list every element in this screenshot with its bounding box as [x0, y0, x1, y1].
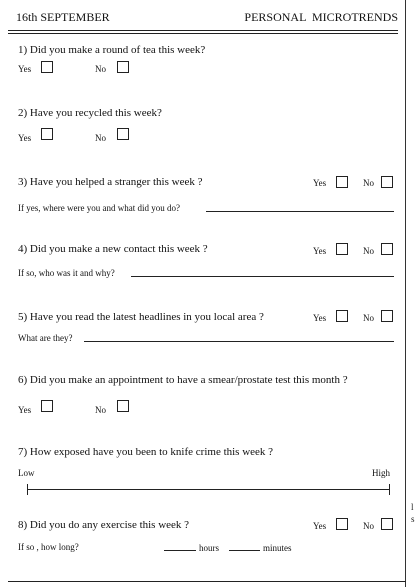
footer-rule: [8, 581, 406, 582]
q5-yes-checkbox[interactable]: [336, 310, 348, 322]
question-7: 7) How exposed have you been to knife crime this week ?: [18, 446, 274, 458]
minutes-label: minutes: [263, 543, 292, 553]
header-rule-1: [8, 30, 398, 31]
q2-no-label: No: [95, 133, 106, 143]
question-2: 2) Have you recycled this week?: [18, 107, 162, 119]
scale-low-label: Low: [18, 468, 35, 478]
header-rule-2: [8, 33, 398, 34]
q8-no-label: No: [363, 521, 374, 531]
question-6: 6) Did you make an appointment to have a smear/prostate test this month ?: [18, 374, 348, 386]
q5-no-checkbox[interactable]: [381, 310, 393, 322]
question-5: 5) Have you read the latest headlines in you local area ?: [18, 311, 264, 323]
q6-no-label: No: [95, 405, 106, 415]
q1-yes-label: Yes: [18, 64, 32, 74]
hours-label: hours: [199, 543, 219, 553]
q1-yes-checkbox[interactable]: [41, 61, 53, 73]
q8-yes-checkbox[interactable]: [336, 518, 348, 530]
q3-answer-line[interactable]: [206, 211, 394, 212]
q3-no-label: No: [363, 178, 374, 188]
exposure-scale-line[interactable]: [27, 489, 390, 490]
q4-answer-line[interactable]: [131, 276, 394, 277]
scale-high-tick: [389, 484, 390, 495]
q8-yes-label: Yes: [313, 521, 327, 531]
q5-follow-up-label: What are they?: [18, 333, 73, 343]
header-date: 16th SEPTEMBER: [16, 10, 110, 24]
right-border: [405, 0, 406, 587]
q3-follow-up-label: If yes, where were you and what did you do?: [18, 203, 180, 213]
question-3: 3) Have you helped a stranger this week ?: [18, 176, 203, 188]
q5-no-label: No: [363, 313, 374, 323]
q3-yes-checkbox[interactable]: [336, 176, 348, 188]
q4-follow-up-label: If so, who was it and why?: [18, 268, 115, 278]
q4-yes-checkbox[interactable]: [336, 243, 348, 255]
question-1: 1) Did you make a round of tea this week?: [18, 44, 206, 56]
q6-no-checkbox[interactable]: [117, 400, 129, 412]
q2-yes-label: Yes: [18, 133, 32, 143]
page-header: [16, 10, 398, 26]
edge-glyph-top: l: [411, 502, 414, 512]
q3-no-checkbox[interactable]: [381, 176, 393, 188]
q5-answer-line[interactable]: [84, 341, 394, 342]
q5-yes-label: Yes: [313, 313, 327, 323]
q2-no-checkbox[interactable]: [117, 128, 129, 140]
hours-answer-line[interactable]: [164, 550, 196, 551]
q1-no-checkbox[interactable]: [117, 61, 129, 73]
edge-glyph-bottom: s: [411, 514, 415, 524]
q4-yes-label: Yes: [313, 246, 327, 256]
question-8: 8) Did you do any exercise this week ?: [18, 519, 190, 531]
q6-yes-checkbox[interactable]: [41, 400, 53, 412]
scale-low-tick: [27, 484, 28, 495]
q6-yes-label: Yes: [18, 405, 32, 415]
q1-no-label: No: [95, 64, 106, 74]
header-title: PERSONAL MICROTRENDS: [244, 10, 398, 24]
q3-yes-label: Yes: [313, 178, 327, 188]
q4-no-checkbox[interactable]: [381, 243, 393, 255]
q4-no-label: No: [363, 246, 374, 256]
q8-follow-up-label: If so , how long?: [18, 542, 79, 552]
scale-high-label: High: [372, 468, 390, 478]
q2-yes-checkbox[interactable]: [41, 128, 53, 140]
minutes-answer-line[interactable]: [229, 550, 260, 551]
question-4: 4) Did you make a new contact this week ?: [18, 243, 208, 255]
q8-no-checkbox[interactable]: [381, 518, 393, 530]
